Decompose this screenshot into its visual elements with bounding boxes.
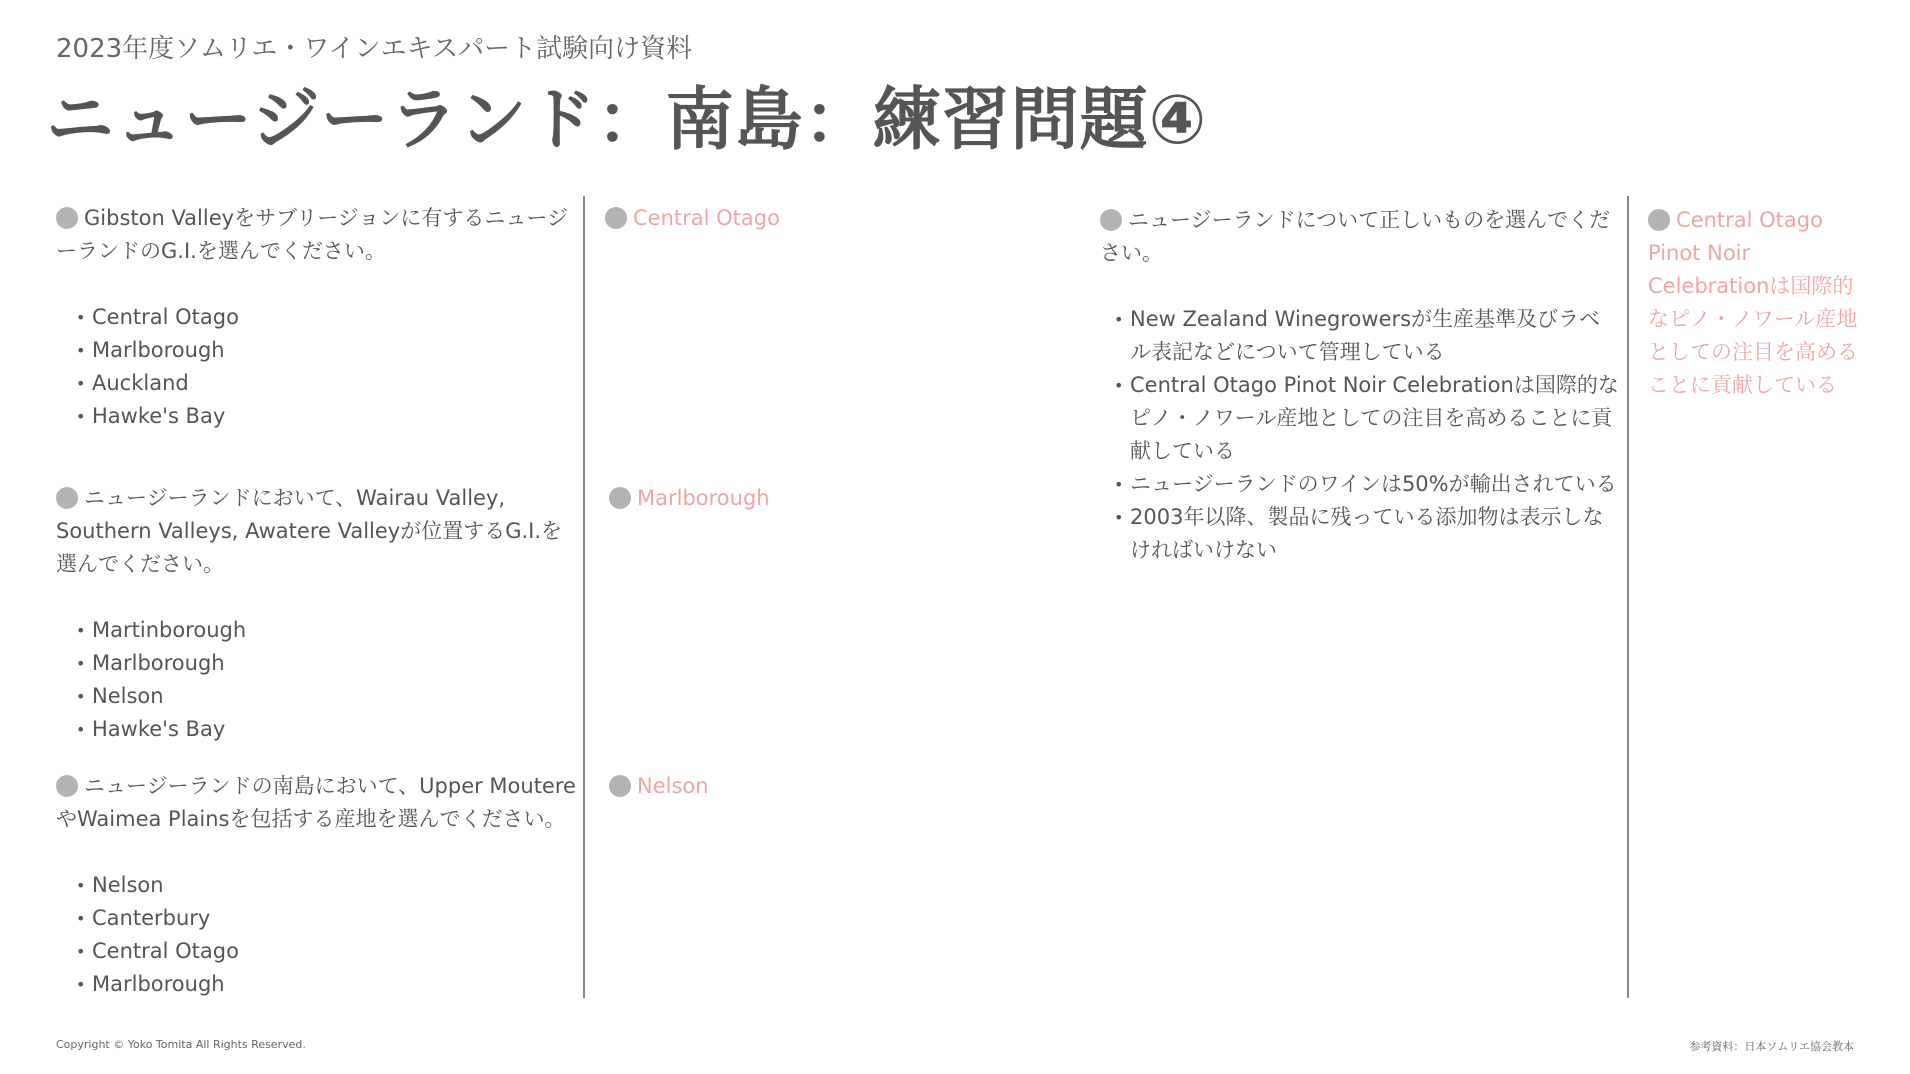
option-list <box>76 301 576 433</box>
option-item: • Canterbury <box>76 902 576 935</box>
option-item: • Nelson <box>76 869 576 902</box>
question-bullet-icon <box>1100 209 1122 231</box>
option-list <box>76 614 576 746</box>
question-bullet-icon <box>56 775 78 797</box>
divider-left <box>583 196 585 998</box>
reference-text: 参考資料：日本ソムリエ協会教本 <box>1689 1040 1854 1053</box>
option-item: • Hawke's Bay <box>76 400 576 433</box>
option-item: • ニュージーランドのワインは50%が輸出されている <box>1114 468 1620 501</box>
page-subtitle: 2023年度ソムリエ・ワインエキスパート試験向け資料 <box>56 34 693 64</box>
option-item: • Marlborough <box>76 647 576 680</box>
answer-text: Nelson <box>637 774 709 798</box>
question-bullet-icon <box>56 487 78 509</box>
question-text: Gibston Valleyをサブリージョンに有するニュージーランドのG.I.を選んでください。 <box>56 206 568 263</box>
page-title: ニュージーランド：南島：練習問題④ <box>46 81 1208 160</box>
answer-bullet-icon <box>1648 209 1670 231</box>
question-4 <box>1100 204 1620 567</box>
question-text: ニュージーランドにおいて、Wairau Valley, Southern Valleys, Awatere Valleyが位置するG.I.を選んでください。 <box>56 486 563 576</box>
option-item: • Martinborough <box>76 614 576 647</box>
question-1 <box>56 202 576 433</box>
option-list <box>76 869 576 1001</box>
option-item: • Central Otago <box>76 935 576 968</box>
answer-2 <box>609 482 1029 515</box>
answer-3 <box>609 770 1029 803</box>
option-item: • Central Otago Pinot Noir Celebrationは国際的なピノ・ノワール産地としての注目を高めることに貢献している <box>1114 369 1620 468</box>
divider-right <box>1627 196 1629 998</box>
option-item: • Marlborough <box>76 968 576 1001</box>
option-item: • Auckland <box>76 367 576 400</box>
answer-4 <box>1648 204 1860 402</box>
option-list <box>1114 303 1620 567</box>
question-text: ニュージーランドについて正しいものを選んでください。 <box>1100 208 1611 265</box>
option-item: • Hawke's Bay <box>76 713 576 746</box>
answer-text: Marlborough <box>637 486 770 510</box>
answer-text: Central Otago Pinot Noir Celebrationは国際的なピノ・ノワール産地としての注目を高めることに貢献している <box>1648 208 1858 397</box>
answer-bullet-icon <box>609 487 631 509</box>
question-bullet-icon <box>56 207 78 229</box>
answer-bullet-icon <box>609 775 631 797</box>
question-3 <box>56 770 576 1001</box>
answer-1 <box>605 202 1025 235</box>
option-item: • 2003年以降、製品に残っている添加物は表示しなければいけない <box>1114 501 1620 567</box>
copyright-text: Copyright © Yoko Tomita All Rights Reserved. <box>56 1038 306 1051</box>
option-item: • Nelson <box>76 680 576 713</box>
question-text: ニュージーランドの南島において、Upper MoutereやWaimea Plainsを包括する産地を選んでください。 <box>56 774 576 831</box>
question-2 <box>56 482 576 746</box>
answer-text: Central Otago <box>633 206 780 230</box>
answer-bullet-icon <box>605 207 627 229</box>
option-item: • New Zealand Winegrowersが生産基準及びラベル表記などについて管理している <box>1114 303 1620 369</box>
option-item: • Central Otago <box>76 301 576 334</box>
option-item: • Marlborough <box>76 334 576 367</box>
